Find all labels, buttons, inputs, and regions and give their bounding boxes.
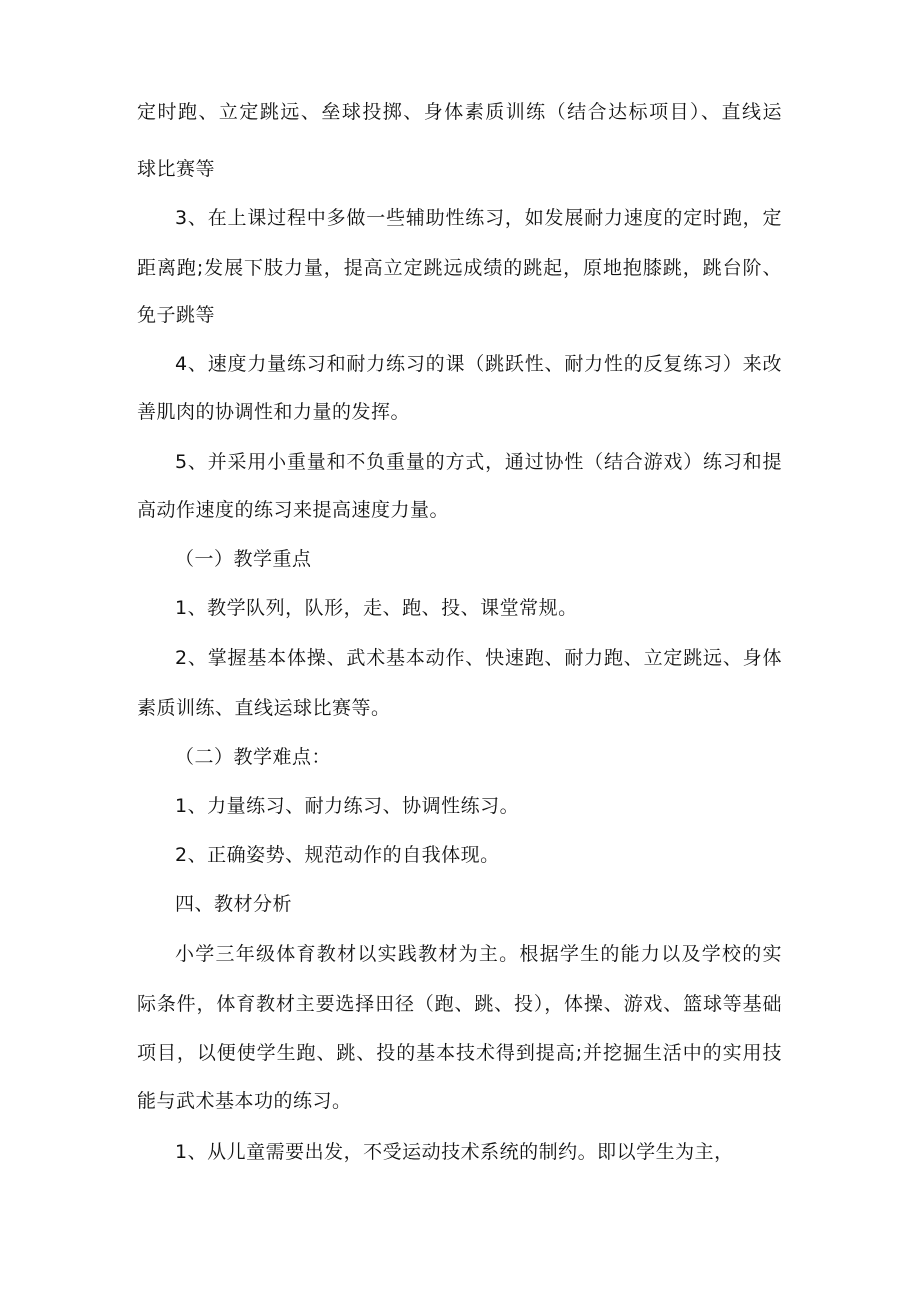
text-line-1: 定时跑、立定跳远、垒球投掷、身体素质训练（结合达标项目）、直线运 <box>137 101 782 123</box>
text-line-4: 距离跑;发展下肢力量，提高立定跳远成绩的跳起，原地抱膝跳，跳台阶、 <box>137 257 782 279</box>
text-line-5: 免子跳等 <box>137 304 216 326</box>
text-line-7: 善肌肉的协调性和力量的发挥。 <box>137 401 411 423</box>
section-heading-textbook-analysis: 四、教材分析 <box>175 893 293 915</box>
text-line-13: 素质训练、直线运球比赛等。 <box>137 697 391 719</box>
text-line-9: 高动作速度的练习来提高速度力量。 <box>137 499 450 521</box>
section-heading-difficulties: （二）教学难点： <box>175 746 332 768</box>
text-line-22: 1、从儿童需要出发，不受运动技术系统的制约。即以学生为主， <box>175 1141 734 1163</box>
text-line-6: 4、速度力量练习和耐力练习的课（跳跃性、耐力性的反复练习）来改 <box>175 353 782 375</box>
text-line-16: 2、正确姿势、规范动作的自我体现。 <box>175 844 500 866</box>
text-line-18: 小学三年级体育教材以实践教材为主。根据学生的能力以及学校的实 <box>175 943 782 965</box>
text-line-19: 际条件，体育教材主要选择田径（跑、跳、投），体操、游戏、篮球等基础 <box>137 993 782 1015</box>
section-heading-key-points: （一）教学重点 <box>175 548 312 570</box>
text-line-3: 3、在上课过程中多做一些辅助性练习，如发展耐力速度的定时跑，定 <box>175 207 782 229</box>
text-line-11: 1、教学队列，队形，走、跑、投、课堂常规。 <box>175 597 578 619</box>
text-line-8: 5、并采用小重量和不负重量的方式，通过协性（结合游戏）练习和提 <box>175 451 782 473</box>
text-line-15: 1、力量练习、耐力练习、协调性练习。 <box>175 795 520 817</box>
text-line-12: 2、掌握基本体操、武术基本动作、快速跑、耐力跑、立定跳远、身体 <box>175 647 782 669</box>
text-line-2: 球比赛等 <box>137 158 216 180</box>
text-line-21: 能与武术基本功的练习。 <box>137 1090 352 1112</box>
text-line-20: 项目，以便使学生跑、跳、投的基本技术得到提高;并挖掘生活中的实用技 <box>137 1042 782 1064</box>
